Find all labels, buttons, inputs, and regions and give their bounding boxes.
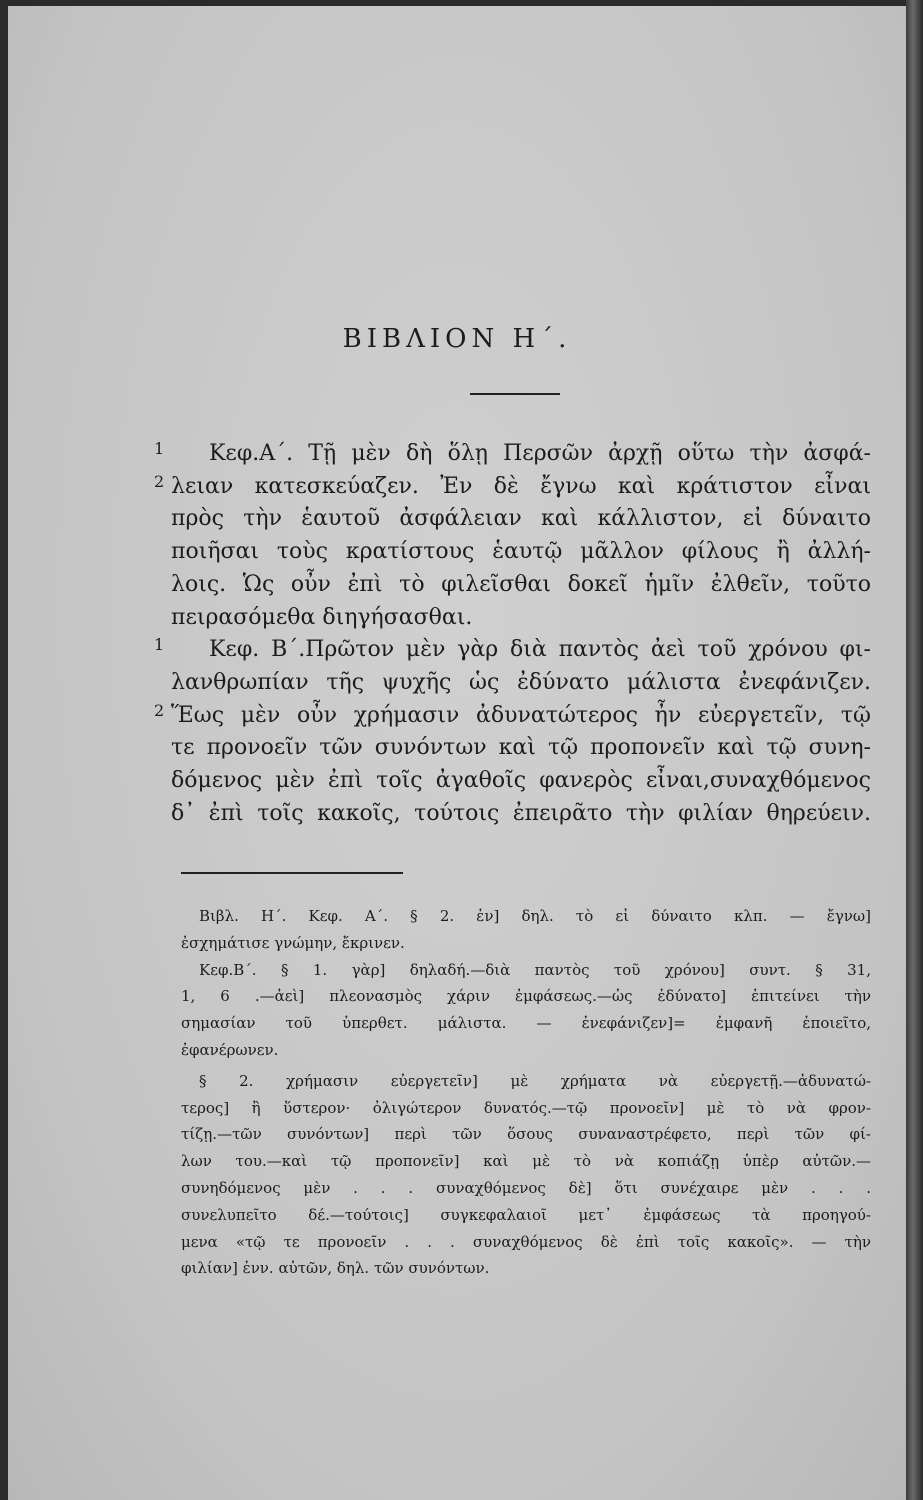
footnote-line: συνελυπεῖτο δέ.—τούτοις] συγκεφαλαιοῖ μετ᾽ ἐμφάσεως τὰ προηγού- <box>181 1205 871 1224</box>
footnote-rule <box>181 872 403 874</box>
footnote-line: τίζῃ.—τῶν συνόντων] περὶ τῶν ὅσους συναναστρέφετο, περὶ τῶν φί- <box>181 1125 871 1144</box>
text-line <box>171 732 871 765</box>
footnote-line: Κεφ.Β΄. § 1. γὰρ] δηλαδή.—διὰ παντὸς τοῦ χρόνου] συντ. § 31, <box>199 960 871 979</box>
line-text: λανθρωπίαν τῆς ψυχῆς ὡς ἐδύνατο μάλιστα ἐνεφάνιζεν. <box>171 669 871 695</box>
book-title: ΒΙΒΛΙΟΝ Η΄. <box>342 324 572 354</box>
footnote-line: ἐφανέρωνεν. <box>181 1040 279 1059</box>
section-number: 2 <box>154 700 165 720</box>
text-line <box>154 438 871 471</box>
line-text: ποιῆσαι τοὺς κρατίστους ἑαυτῷ μᾶλλον φίλους ἢ ἀλλή- <box>171 539 871 565</box>
line-text: Ἕως μὲν οὖν χρήμασιν ἀδυνατώτερος ἦν εὐεργετεῖν, τῷ <box>171 702 871 728</box>
footnote-line: τερος] ἢ ὕστερον· ὀλιγώτερον δυνατός.—τῷ προνοεῖν] μὲ τὸ νὰ φρον- <box>181 1098 871 1117</box>
section-number: 1 <box>154 635 165 655</box>
line-text: πειρασόμεθα διηγήσασθαι. <box>171 604 473 630</box>
text-line <box>154 700 871 733</box>
footnote-line: § 2. χρήμασιν εὐεργετεῖν] μὲ χρήματα νὰ εὐεργετῇ.—ἀδυνατώ- <box>199 1071 871 1090</box>
footnote-line: σημασίαν τοῦ ὑπερθετ. μάλιστα. — ἐνεφάνιζεν]= ἐμφανῆ ἐποιεῖτο, <box>181 1014 871 1033</box>
text-line <box>171 536 871 569</box>
footnote-line: συνηδόμενος μὲν . . . συναχθόμενος δὲ] ὅτι συνέχαιρε μὲν . . . <box>181 1178 871 1197</box>
text-line <box>154 634 871 667</box>
text-line <box>171 503 871 536</box>
footnote-line: μενα «τῷ τε προνοεῖν . . . συναχθόμενος δὲ ἐπὶ τοῖς κακοῖς». — τὴν <box>181 1232 871 1251</box>
main-text <box>154 438 871 830</box>
line-text: Κεφ.Α΄. Τῇ μὲν δὴ ὅλῃ Περσῶν ἀρχῇ οὕτω τὴν ἀσφά- <box>209 441 871 466</box>
text-line <box>171 798 871 831</box>
footnotes <box>181 903 871 1282</box>
title-rule <box>470 393 560 395</box>
line-text: δόμενος μὲν ἐπὶ τοῖς ἀγαθοῖς φανερὸς εἶναι,συναχθόμενος <box>171 768 871 794</box>
book-spine-edge <box>906 0 923 1500</box>
text-line <box>171 765 871 798</box>
text-line <box>171 602 871 635</box>
section-number: 2 <box>154 471 165 491</box>
section-number: 1 <box>154 439 165 458</box>
line-text: λειαν κατεσκεύαζεν. Ἐν δὲ ἔγνω καὶ κράτιστον εἶναι <box>171 473 871 499</box>
footnote-line: Βιβλ. Η΄. Κεφ. Α΄. § 2. ἐν] δηλ. τὸ εἰ δύναιτο κλπ. — ἔγνω] <box>199 907 871 925</box>
line-text: τε προνοεῖν τῶν συνόντων καὶ τῷ προπονεῖν καὶ τῷ συνη- <box>171 735 871 761</box>
line-text: λοις. Ὡς οὖν ἐπὶ τὸ φιλεῖσθαι δοκεῖ ἡμῖν ἐλθεῖν, τοῦτο <box>171 571 871 597</box>
text-line <box>171 667 871 700</box>
text-line <box>171 569 871 602</box>
footnote-line: 1, 6 .—ἀεὶ] πλεονασμὸς χάριν ἐμφάσεως.—ὡς ἐδύνατο] ἐπιτείνει τὴν <box>181 987 871 1006</box>
footnote-line: φιλίαν] ἐνν. αὐτῶν, δηλ. τῶν συνόντων. <box>181 1259 490 1278</box>
text-line <box>154 471 871 504</box>
line-text: δ᾽ ἐπὶ τοῖς κακοῖς, τούτοις ἐπειρᾶτο τὴν φιλίαν θηρεύειν. <box>171 800 871 826</box>
footnote-line: ἐσχημάτισε γνώμην, ἔκρινεν. <box>181 933 405 952</box>
book-page <box>8 6 906 1500</box>
line-text: πρὸς τὴν ἑαυτοῦ ἀσφάλειαν καὶ κάλλιστον, εἰ δύναιτο <box>171 506 871 532</box>
line-text: Κεφ. Β΄.Πρῶτον μὲν γὰρ διὰ παντὸς ἀεὶ τοῦ χρόνου φι- <box>209 637 871 663</box>
footnote-line: λων του.—καὶ τῷ προπονεῖν] καὶ μὲ τὸ νὰ κοπιάζῃ ὑπὲρ αὐτῶν.— <box>181 1152 871 1171</box>
